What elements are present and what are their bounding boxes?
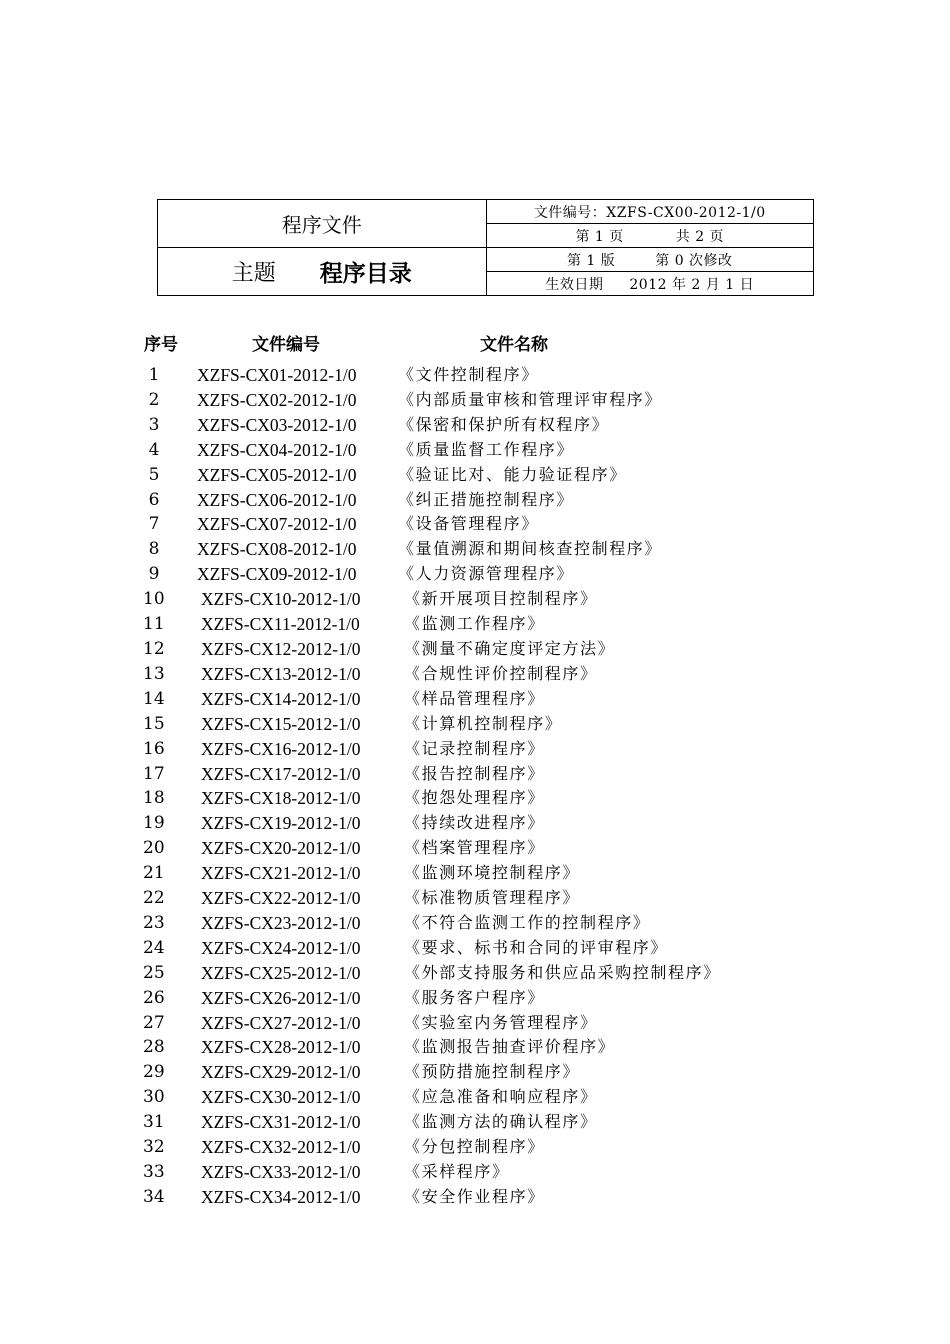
edition-cell	[486, 248, 814, 272]
list-item-no: 8	[148, 539, 160, 560]
subject-label: 主题	[231, 261, 276, 286]
list-item	[0, 1060, 950, 1085]
list-item	[0, 687, 950, 712]
list-item-name: 《标准物质管理程序》	[404, 888, 581, 908]
list-item	[0, 438, 950, 463]
list-item-no: 13	[143, 663, 165, 684]
list-item	[0, 662, 950, 687]
list-item	[0, 811, 950, 836]
list-item-no: 6	[148, 489, 160, 510]
list-item-name: 《人力资源管理程序》	[398, 564, 575, 584]
list-item-name: 《监测工作程序》	[404, 614, 545, 634]
list-item-name: 《内部质量审核和管理评审程序》	[398, 389, 663, 409]
list-item-name: 《质量监督工作程序》	[398, 439, 575, 459]
list-item-name: 《样品管理程序》	[404, 688, 545, 708]
list-item-no: 5	[148, 464, 160, 485]
page-current: 第 1 页	[575, 228, 624, 245]
list-item-no: 15	[143, 713, 165, 734]
list-item-no: 19	[143, 813, 165, 834]
list-item-code: XZFS-CX05-2012-1/0	[197, 464, 357, 485]
list-item	[0, 537, 950, 562]
list-item	[0, 1035, 950, 1060]
list-item-name: 《保密和保护所有权程序》	[398, 414, 610, 434]
list-item-code: XZFS-CX31-2012-1/0	[201, 1112, 361, 1133]
edition: 第 1 版	[566, 252, 616, 269]
list-item-no: 1	[148, 365, 160, 385]
list-header-no: 序号	[144, 335, 178, 355]
list-item	[0, 861, 950, 886]
list-item-no: 3	[148, 414, 160, 435]
list-item-code: XZFS-CX32-2012-1/0	[201, 1137, 361, 1158]
list-item-name: 《测量不确定度评定方法》	[404, 638, 616, 658]
effective-label: 生效日期	[545, 276, 604, 293]
page-info-cell	[486, 224, 814, 248]
list-item	[0, 961, 950, 986]
effective-date-cell	[486, 272, 814, 296]
list-item	[0, 463, 950, 488]
list-item	[0, 1185, 950, 1210]
list-item-no: 28	[143, 1037, 165, 1058]
list-header-name: 文件名称	[480, 335, 548, 355]
list-item-name: 《档案管理程序》	[404, 838, 545, 858]
list-item-code: XZFS-CX15-2012-1/0	[201, 713, 361, 734]
list-item-no: 20	[143, 838, 165, 859]
list-item-code: XZFS-CX08-2012-1/0	[197, 539, 357, 560]
list-item-code: XZFS-CX34-2012-1/0	[201, 1186, 361, 1207]
list-item-code: XZFS-CX24-2012-1/0	[201, 937, 361, 958]
list-item-no: 18	[143, 788, 165, 809]
list-item-code: XZFS-CX33-2012-1/0	[201, 1162, 361, 1182]
list-item-name: 《计算机控制程序》	[404, 713, 563, 733]
list-item-no: 29	[143, 1062, 165, 1083]
list-item-code: XZFS-CX13-2012-1/0	[201, 663, 361, 684]
list-item-no: 31	[143, 1112, 165, 1133]
list-item-name: 《安全作业程序》	[404, 1186, 545, 1206]
list-item	[0, 836, 950, 861]
list-item-name: 《持续改进程序》	[404, 813, 545, 833]
list-item-name: 《应急准备和响应程序》	[404, 1087, 598, 1107]
list-item-no: 22	[143, 888, 165, 909]
doc-number: 文件编号：XZFS-CX00-2012-1/0	[486, 200, 814, 224]
list-item-code: XZFS-CX26-2012-1/0	[201, 987, 361, 1008]
revision: 第 0 次修改	[655, 252, 733, 269]
list-item-code: XZFS-CX18-2012-1/0	[201, 788, 361, 809]
list-item	[0, 637, 950, 662]
list-item-code: XZFS-CX17-2012-1/0	[201, 763, 361, 784]
list-item-no: 34	[143, 1186, 165, 1207]
list-item	[0, 488, 950, 513]
subject-title: 程序目录	[319, 261, 412, 287]
list-item-no: 16	[143, 738, 165, 759]
list-item-code: XZFS-CX16-2012-1/0	[201, 738, 361, 759]
list-item	[0, 911, 950, 936]
list-item-no: 27	[143, 1012, 165, 1033]
list-item-name: 《监测环境控制程序》	[404, 863, 581, 883]
list-item	[0, 1085, 950, 1110]
list-item-no: 7	[148, 514, 160, 535]
list-item-no: 24	[143, 937, 165, 958]
list-item-no: 21	[143, 863, 165, 884]
list-item-name: 《抱怨处理程序》	[404, 788, 545, 808]
list-item-name: 《新开展项目控制程序》	[404, 589, 598, 609]
list-header-code: 文件编号	[252, 335, 320, 355]
list-item	[0, 1110, 950, 1135]
list-header-row	[0, 330, 950, 354]
list-item-name: 《设备管理程序》	[398, 514, 539, 534]
list-item	[0, 786, 950, 811]
list-item	[0, 1011, 950, 1036]
list-item-name: 《报告控制程序》	[404, 763, 545, 783]
list-item-name: 《不符合监测工作的控制程序》	[404, 912, 651, 932]
list-item	[0, 512, 950, 537]
list-item-code: XZFS-CX09-2012-1/0	[197, 564, 357, 585]
list-item-no: 33	[143, 1162, 165, 1182]
list-item-code: XZFS-CX20-2012-1/0	[201, 838, 361, 859]
list-item-code: XZFS-CX25-2012-1/0	[201, 962, 361, 983]
list-item-code: XZFS-CX28-2012-1/0	[201, 1037, 361, 1058]
list-item-name: 《纠正措施控制程序》	[398, 489, 575, 509]
list-item-code: XZFS-CX12-2012-1/0	[201, 638, 361, 659]
list-item	[0, 886, 950, 911]
list-item-code: XZFS-CX19-2012-1/0	[201, 813, 361, 834]
list-item	[0, 587, 950, 612]
list-item-name: 《实验室内务管理程序》	[404, 1012, 598, 1032]
list-item-code: XZFS-CX23-2012-1/0	[201, 912, 361, 933]
list-item-name: 《验证比对、能力验证程序》	[398, 464, 627, 484]
list-item	[0, 737, 950, 762]
list-item	[0, 388, 950, 413]
list-item-code: XZFS-CX01-2012-1/0	[197, 365, 357, 385]
list-item-name: 《量值溯源和期间核查控制程序》	[398, 539, 663, 559]
list-item-name: 《采样程序》	[404, 1162, 510, 1181]
list-item-code: XZFS-CX02-2012-1/0	[197, 389, 357, 410]
list-item-no: 23	[143, 912, 165, 933]
list-item	[0, 363, 950, 388]
doc-type: 程序文件	[281, 213, 362, 237]
list-item-name: 《服务客户程序》	[404, 987, 545, 1007]
list-item-name: 《文件控制程序》	[398, 365, 539, 384]
list-item-code: XZFS-CX03-2012-1/0	[197, 414, 357, 435]
procedure-list	[0, 363, 950, 1210]
list-item-code: XZFS-CX30-2012-1/0	[201, 1087, 361, 1108]
list-item-code: XZFS-CX14-2012-1/0	[201, 688, 361, 709]
list-item-name: 《监测方法的确认程序》	[404, 1112, 598, 1132]
list-item	[0, 712, 950, 737]
list-item-name: 《监测报告抽查评价程序》	[404, 1037, 616, 1057]
list-item-no: 30	[143, 1087, 165, 1108]
subject-cell	[158, 248, 487, 296]
list-item-no: 25	[143, 962, 165, 983]
list-item	[0, 562, 950, 587]
list-item-no: 32	[143, 1137, 165, 1158]
list-item-name: 《合规性评价控制程序》	[404, 663, 598, 683]
list-item-code: XZFS-CX07-2012-1/0	[197, 514, 357, 535]
list-item-no: 26	[143, 987, 165, 1008]
list-item-code: XZFS-CX22-2012-1/0	[201, 888, 361, 909]
list-item	[0, 612, 950, 637]
list-item-code: XZFS-CX06-2012-1/0	[197, 489, 357, 510]
list-item-no: 11	[143, 614, 165, 635]
list-item	[0, 413, 950, 438]
list-item-no: 9	[148, 564, 160, 585]
list-item-no: 10	[143, 589, 165, 610]
list-item-code: XZFS-CX29-2012-1/0	[201, 1062, 361, 1083]
list-item	[0, 762, 950, 787]
list-item	[0, 1160, 950, 1185]
list-item-name: 《要求、标书和合同的评审程序》	[404, 937, 669, 957]
list-item	[0, 936, 950, 961]
list-item-no: 12	[143, 638, 165, 659]
doc-type-cell	[158, 200, 487, 248]
list-item-name: 《分包控制程序》	[404, 1137, 545, 1157]
document-header-table	[157, 199, 814, 296]
list-item-code: XZFS-CX10-2012-1/0	[201, 589, 361, 610]
list-item-code: XZFS-CX27-2012-1/0	[201, 1012, 361, 1033]
list-item-name: 《记录控制程序》	[404, 738, 545, 758]
page-total: 共 2 页	[675, 228, 725, 245]
list-item-no: 2	[148, 389, 160, 410]
list-item-no: 14	[143, 688, 165, 709]
list-item	[0, 986, 950, 1011]
list-item-no: 4	[148, 439, 160, 460]
list-item-code: XZFS-CX04-2012-1/0	[197, 439, 357, 460]
list-item-name: 《预防措施控制程序》	[404, 1062, 581, 1082]
list-item	[0, 1135, 950, 1160]
effective-date: 2012 年 2 月 1 日	[629, 276, 755, 293]
list-item-no: 17	[143, 763, 165, 784]
list-item-code: XZFS-CX11-2012-1/0	[201, 614, 360, 635]
list-item-code: XZFS-CX21-2012-1/0	[201, 863, 361, 884]
list-item-name: 《外部支持服务和供应品采购控制程序》	[404, 962, 721, 982]
